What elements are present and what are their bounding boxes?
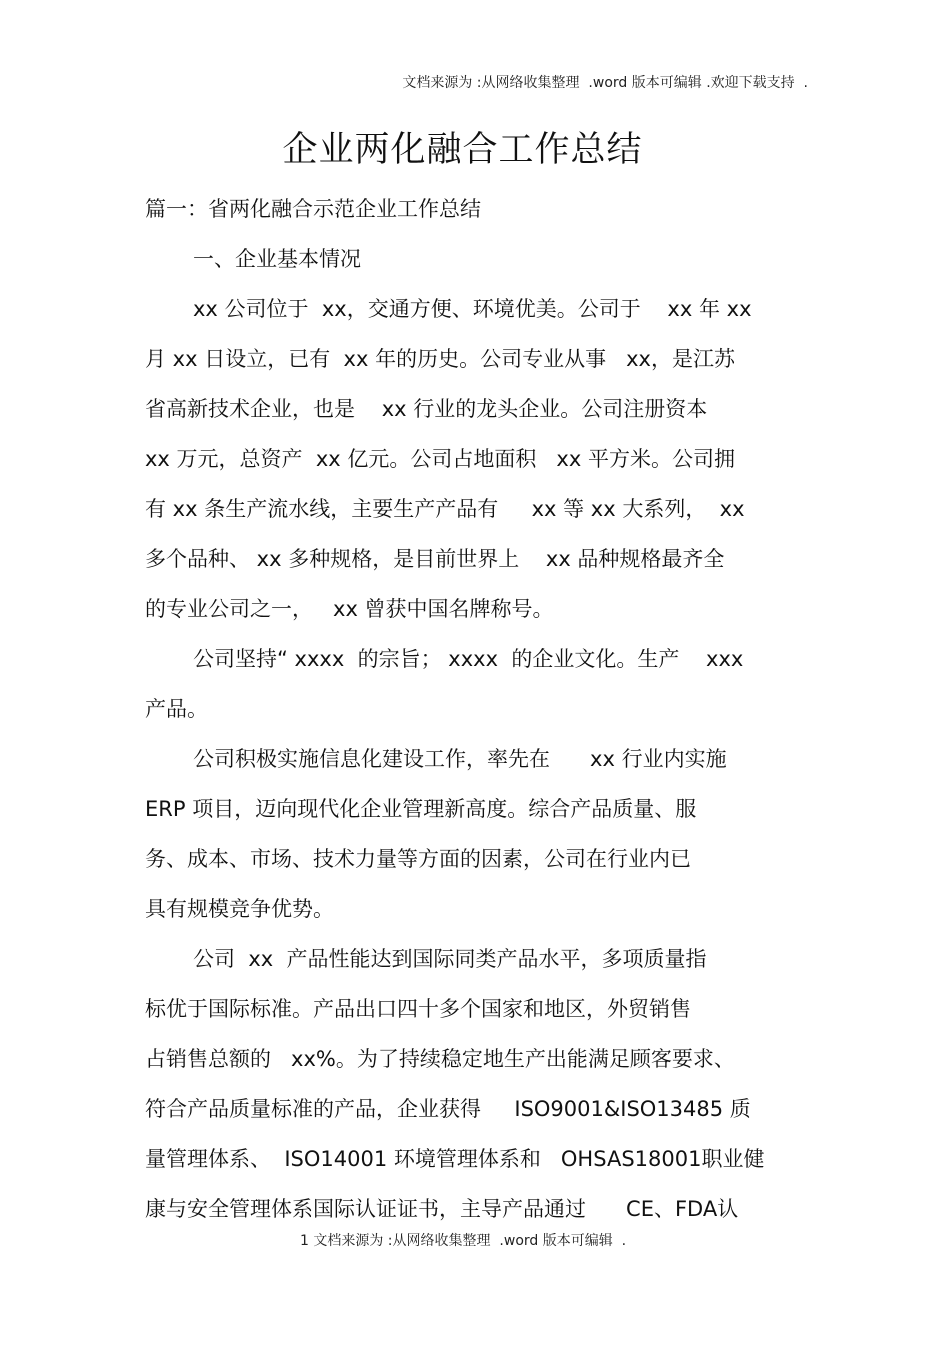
paragraph-line: 多个品种、 xx 多种规格，是目前世界上 xx 品种规格最齐全 <box>145 547 725 571</box>
subsection-heading: 一、企业基本情况 <box>193 247 361 271</box>
paragraph-line: 产品。 <box>145 697 208 721</box>
paragraph-line: 符合产品质量标准的产品，企业获得 ISO9001&ISO13485 质 <box>145 1097 751 1121</box>
paragraph-line: 公司 xx 产品性能达到国际同类产品水平，多项质量指 <box>193 947 707 971</box>
page-header: 文档来源为 :从网络收集整理 .word 版本可编辑 .欢迎下载支持 . <box>402 75 808 91</box>
paragraph-line: 的专业公司之一， xx 曾获中国名牌称号。 <box>145 597 554 621</box>
paragraph-line: xx 公司位于 xx，交通方便、环境优美。公司于 xx 年 xx <box>193 297 752 321</box>
paragraph-line: 量管理体系、 ISO14001 环境管理体系和 OHSAS18001职业健 <box>145 1147 765 1171</box>
page-footer: 1 文档来源为 :从网络收集整理 .word 版本可编辑 . <box>300 1233 627 1249</box>
paragraph-line: ERP 项目，迈向现代化企业管理新高度。综合产品质量、服 <box>145 797 697 821</box>
paragraph-line: 具有规模竞争优势。 <box>145 897 334 921</box>
paragraph-line: xx 万元，总资产 xx 亿元。公司占地面积 xx 平方米。公司拥 <box>145 447 735 471</box>
paragraph-line: 公司坚持“ xxxx 的宗旨； xxxx 的企业文化。生产 xxx <box>193 647 744 671</box>
section-heading: 篇一：省两化融合示范企业工作总结 <box>145 197 481 221</box>
paragraph-line: 占销售总额的 xx%。为了持续稳定地生产出能满足顾客要求、 <box>145 1047 735 1071</box>
document-title: 企业两化融合工作总结 <box>282 130 643 170</box>
paragraph-line: 月 xx 日设立，已有 xx 年的历史。公司专业从事 xx，是江苏 <box>145 347 735 371</box>
paragraph-line: 公司积极实施信息化建设工作，率先在 xx 行业内实施 <box>193 747 727 771</box>
paragraph-line: 标优于国际标准。产品出口四十多个国家和地区，外贸销售 <box>145 997 691 1021</box>
paragraph-line: 康与安全管理体系国际认证证书，主导产品通过 CE、FDA认 <box>145 1197 739 1221</box>
paragraph-line: 有 xx 条生产流水线，主要生产产品有 xx 等 xx 大系列， xx <box>145 497 745 521</box>
paragraph-line: 务、成本、市场、技术力量等方面的因素，公司在行业内已 <box>145 847 691 871</box>
paragraph-line: 省高新技术企业，也是 xx 行业的龙头企业。公司注册资本 <box>145 397 708 421</box>
